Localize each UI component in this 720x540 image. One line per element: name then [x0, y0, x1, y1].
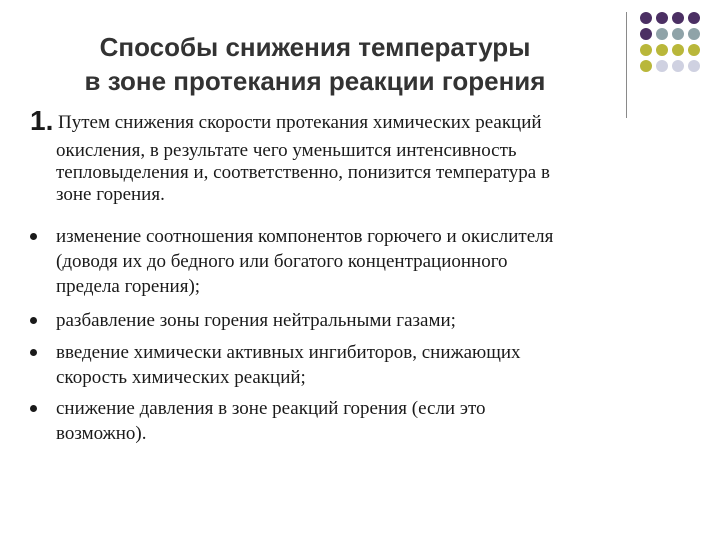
bullet-dot: [30, 349, 37, 356]
bullet-3-line-1: введение химически активных ингибиторов, снижающих: [56, 342, 521, 363]
item-1-line-1: Путем снижения скорости протекания химических реакций: [58, 112, 542, 133]
bullet-1-line-1: изменение соотношения компонентов горючего и окислителя: [56, 226, 554, 247]
item-number: 1.: [30, 105, 54, 136]
decorative-dot: [656, 28, 668, 40]
decorative-dot: [688, 44, 700, 56]
decorative-dot: [688, 60, 700, 72]
decorative-dot: [656, 60, 668, 72]
item-1-line-3: тепловыделения и, соответственно, понизится температура в: [56, 162, 550, 183]
bullet-dot: [30, 405, 37, 412]
bullet-4-line-1: снижение давления в зоне реакций горения (если это: [56, 398, 486, 419]
decorative-dot: [656, 12, 668, 24]
decorative-dot-grid: [640, 10, 700, 110]
decorative-dot: [688, 12, 700, 24]
decorative-dot: [640, 12, 652, 24]
bullet-1-line-3: предела горения);: [56, 276, 201, 297]
decorative-divider: [626, 12, 627, 118]
decorative-dot: [688, 28, 700, 40]
decorative-dot: [640, 28, 652, 40]
bullet-dot: [30, 233, 37, 240]
slide-title: [40, 30, 590, 98]
decorative-dot: [672, 12, 684, 24]
bullet-3-line-2: скорость химических реакций;: [56, 367, 306, 388]
decorative-dot: [640, 60, 652, 72]
bullet-2-line-1: разбавление зоны горения нейтральными газами;: [56, 310, 456, 331]
item-1-line-2: окисления, в результате чего уменьшится интенсивность: [56, 140, 517, 161]
decorative-dot: [672, 28, 684, 40]
decorative-dot: [672, 60, 684, 72]
title-line-2: в зоне протекания реакции горения: [84, 66, 546, 96]
item-1-line-4: зоне горения.: [56, 184, 165, 205]
bullet-1-line-2: (доводя их до бедного или богатого концентрационного: [56, 251, 508, 272]
decorative-dot: [656, 44, 668, 56]
decorative-dot: [640, 44, 652, 56]
title-line-1: Способы снижения температуры: [99, 32, 531, 62]
decorative-dot: [672, 44, 684, 56]
bullet-4-line-2: возможно).: [56, 423, 147, 444]
bullet-dot: [30, 317, 37, 324]
